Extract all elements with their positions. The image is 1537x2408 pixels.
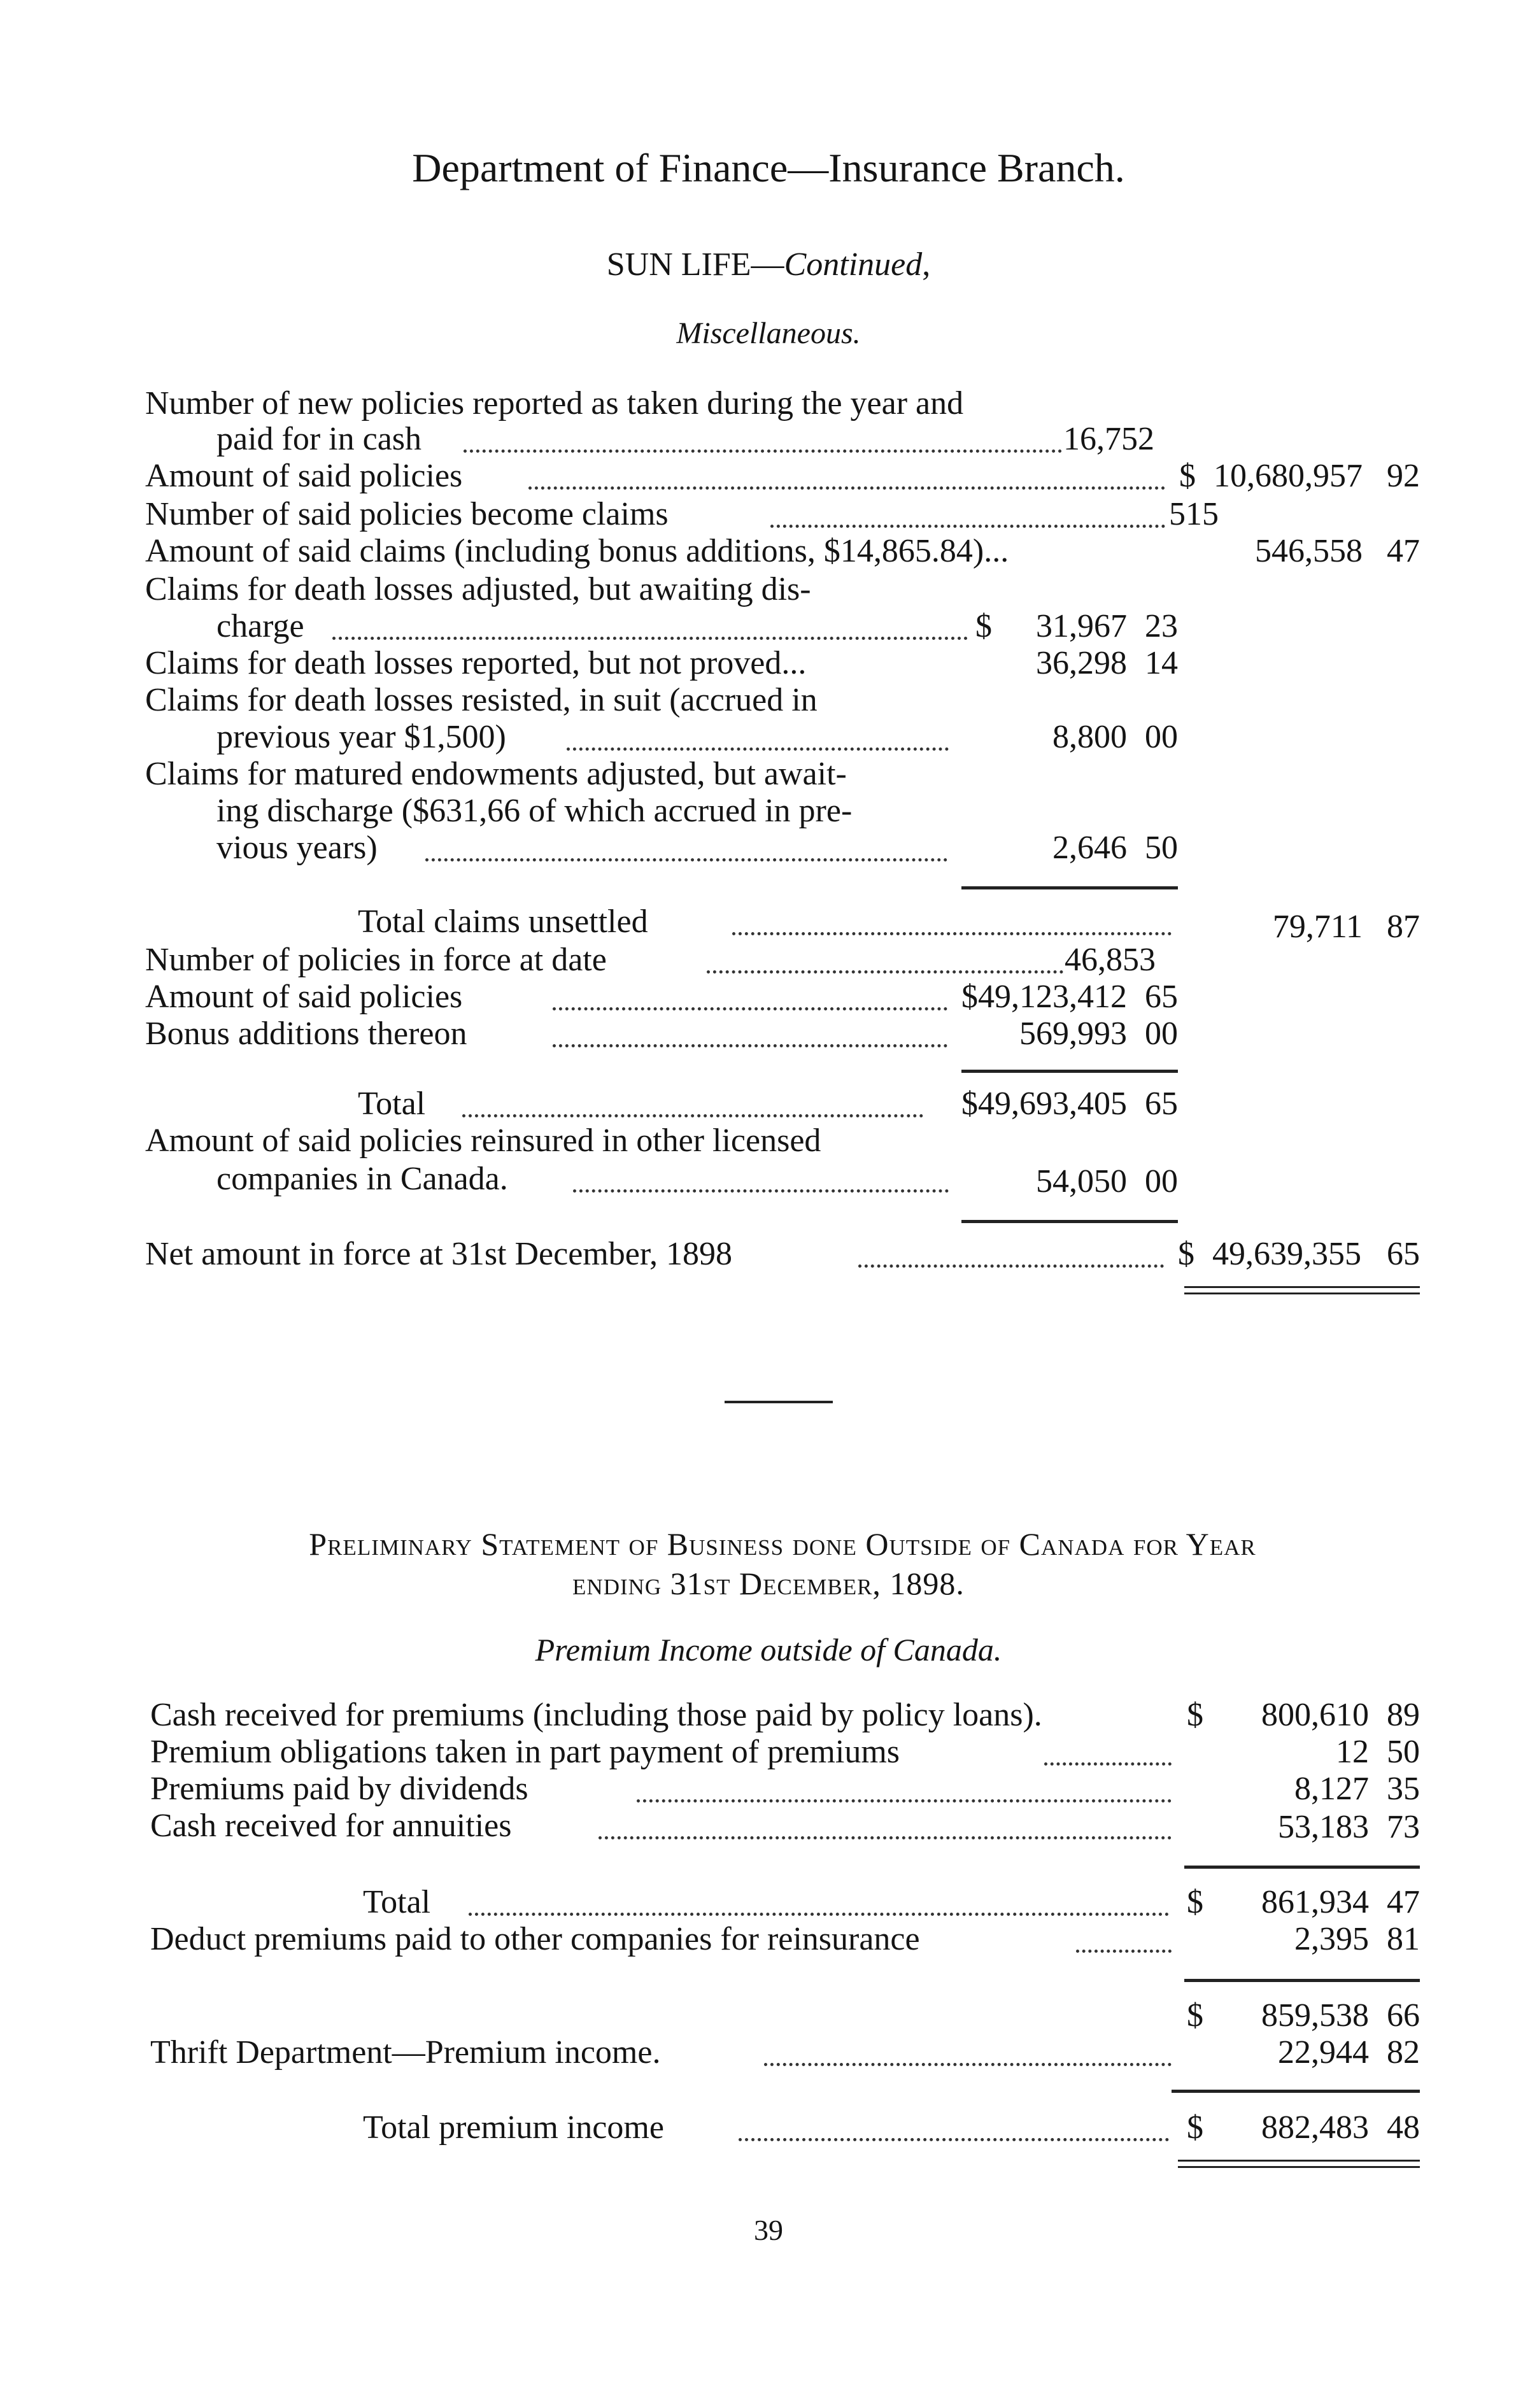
dollar-sign: $ <box>1178 1236 1194 1272</box>
section-divider <box>725 1401 833 1403</box>
amount-cents: 89 <box>1387 1697 1420 1733</box>
misc-line-6: Claims for death losses reported, but not proved... <box>145 645 807 681</box>
amount-dollars: 10,680,957 <box>1214 458 1363 494</box>
continued-label: Continued <box>784 246 923 283</box>
amount-cents: 47 <box>1387 533 1420 569</box>
leader-dots <box>573 1189 949 1193</box>
misc-line-9: Total claims unsettled <box>358 903 648 940</box>
amount-dollars: 36,298 <box>1036 645 1127 681</box>
amount-cents: 00 <box>1145 1016 1178 1052</box>
amount-cents: 66 <box>1387 1997 1420 2034</box>
leader-dots <box>1076 1950 1172 1953</box>
amount-dollars: 8,127 <box>1294 1771 1369 1807</box>
leader-dots <box>332 637 968 640</box>
dollar-sign: $ <box>1187 1884 1203 1920</box>
claims-count: 515 <box>1169 496 1219 532</box>
leader-dots <box>858 1264 1164 1268</box>
subtotal-rule <box>961 1070 1178 1073</box>
company-name: SUN LIFE— <box>606 246 784 283</box>
misc-line-1b: paid for in cash <box>216 421 422 457</box>
amount-cents: 92 <box>1387 458 1420 494</box>
amount-dollars: 22,944 <box>1278 2034 1369 2071</box>
amount-dollars: 882,483 <box>1261 2109 1369 2146</box>
leader-dots <box>462 1114 923 1117</box>
amount-dollars: 861,934 <box>1261 1884 1369 1920</box>
premium-line-6: Deduct premiums paid to other companies for reinsurance <box>150 1921 920 1957</box>
amount-cents: 65 <box>1145 979 1178 1015</box>
misc-line-5b: charge <box>216 608 304 644</box>
premium-line-8: Thrift Department—Premium income. <box>150 2034 661 2071</box>
leader-dots <box>637 1799 1172 1802</box>
prelim-title-line2: ending 31st December, 1898. <box>572 1566 965 1601</box>
misc-line-14a: Amount of said policies reinsured in other licensed <box>145 1123 821 1159</box>
misc-line-7a: Claims for death losses resisted, in suit (accrued in <box>145 682 818 718</box>
company-subtitle: SUN LIFE—Continued, <box>606 246 931 283</box>
premium-line-9: Total premium income <box>363 2109 664 2146</box>
dollar-sign: $ <box>1187 2109 1203 2146</box>
misc-line-10: Number of policies in force at date <box>145 942 607 978</box>
misc-line-13: Total <box>358 1086 426 1122</box>
misc-line-3: Number of said policies become claims <box>145 496 669 532</box>
amount-dollars: 569,993 <box>1019 1016 1127 1052</box>
amount-cents: 50 <box>1145 830 1178 866</box>
misc-line-5a: Claims for death losses adjusted, but awaiting dis- <box>145 571 811 607</box>
misc-line-8a: Claims for matured endowments adjusted, but await- <box>145 756 847 792</box>
misc-line-15: Net amount in force at 31st December, 1898 <box>145 1236 733 1272</box>
dollar-sign: $ <box>975 608 992 644</box>
amount-cents: 81 <box>1387 1921 1420 1957</box>
misc-line-7b: previous year $1,500) <box>216 719 506 755</box>
subtotal-rule <box>1184 1979 1420 1982</box>
misc-line-2: Amount of said policies <box>145 458 463 494</box>
prelim-title-line1: Preliminary Statement of Business done Outside of Canada for Year <box>309 1526 1256 1562</box>
amount-cents: 50 <box>1387 1734 1420 1770</box>
amount-cents: 47 <box>1387 1884 1420 1920</box>
leader-dots <box>732 932 1172 935</box>
amount-dollars: 800,610 <box>1261 1697 1369 1733</box>
misc-line-8c: vious years) <box>216 830 378 866</box>
leader-dots <box>770 525 1165 528</box>
dollar-sign: $ <box>1187 1697 1203 1733</box>
amount-cents: 23 <box>1145 608 1178 644</box>
double-rule-top <box>1178 2160 1420 2162</box>
leader-dots <box>553 1044 947 1047</box>
leader-dots <box>739 2138 1169 2141</box>
double-rule-top <box>1184 1286 1420 1288</box>
subtotal-rule <box>961 886 1178 889</box>
amount-cents: 87 <box>1387 909 1420 945</box>
subtotal-rule <box>1172 2090 1420 2093</box>
amount-cents: 65 <box>1387 1236 1420 1272</box>
page-title: Department of Finance—Insurance Branch. <box>412 145 1125 190</box>
misc-line-14b: companies in Canada. <box>216 1161 508 1197</box>
amount-cents: 14 <box>1145 645 1178 681</box>
amount-cents: 35 <box>1387 1771 1420 1807</box>
policies-in-force-count: 46,853 <box>1065 942 1156 978</box>
dollar-sign: $ <box>1179 458 1196 494</box>
leader-dots <box>764 2063 1172 2066</box>
amount-dollars: 2,646 <box>1052 830 1127 866</box>
amount-dollars: 546,558 <box>1255 533 1363 569</box>
amount-cents: 73 <box>1387 1809 1420 1845</box>
amount-cents: 48 <box>1387 2109 1420 2146</box>
subtotal-rule <box>1184 1866 1420 1869</box>
amount-dollars: 54,050 <box>1036 1163 1127 1200</box>
misc-line-11: Amount of said policies <box>145 979 463 1015</box>
premium-line-1: Cash received for premiums (including those paid by policy loans). <box>150 1697 1042 1733</box>
premium-line-5: Total <box>363 1884 431 1920</box>
amount-dollars: 79,711 <box>1272 909 1363 945</box>
leader-dots <box>707 970 1063 974</box>
leader-dots <box>567 747 949 751</box>
double-rule-bottom <box>1184 1293 1420 1294</box>
amount-dollars: 12 <box>1336 1734 1369 1770</box>
double-rule-bottom <box>1178 2166 1420 2168</box>
amount-dollars: 859,538 <box>1261 1997 1369 2034</box>
misc-line-1a: Number of new policies reported as taken during the year and <box>145 385 964 421</box>
misc-line-8b: ing discharge ($631,66 of which accrued in pre- <box>216 793 853 829</box>
amount-dollars: 53,183 <box>1278 1809 1369 1845</box>
amount-dollars: $49,693,405 <box>961 1086 1127 1122</box>
amount-dollars: $49,123,412 <box>961 979 1127 1015</box>
section-heading-misc: Miscellaneous. <box>676 316 861 350</box>
amount-cents: 00 <box>1145 719 1178 755</box>
amount-cents: 00 <box>1145 1163 1178 1200</box>
premium-line-2: Premium obligations taken in part payment of premiums <box>150 1734 900 1770</box>
amount-dollars: 49,639,355 <box>1212 1236 1361 1272</box>
amount-cents: 65 <box>1145 1086 1178 1122</box>
leader-dots <box>425 858 947 861</box>
leader-dots <box>553 1007 947 1010</box>
premium-line-3: Premiums paid by dividends <box>150 1771 528 1807</box>
leader-dots <box>528 486 1165 490</box>
amount-dollars: 2,395 <box>1294 1921 1369 1957</box>
leader-dots <box>599 1836 1172 1839</box>
subtotal-rule <box>961 1220 1178 1223</box>
misc-line-4: Amount of said claims (including bonus additions, $14,865.84)... <box>145 533 1009 569</box>
new-policies-count: 16,752 <box>1063 421 1154 457</box>
page-number: 39 <box>754 2214 783 2246</box>
section-heading-premium: Premium Income outside of Canada. <box>535 1632 1002 1668</box>
amount-dollars: 31,967 <box>1036 608 1127 644</box>
misc-line-12: Bonus additions thereon <box>145 1016 467 1052</box>
leader-dots <box>1044 1762 1172 1766</box>
amount-dollars: 8,800 <box>1052 719 1127 755</box>
amount-cents: 82 <box>1387 2034 1420 2071</box>
leader-dots <box>469 1913 1169 1916</box>
premium-line-4: Cash received for annuities <box>150 1808 512 1844</box>
leader-dots <box>464 450 1062 453</box>
dollar-sign: $ <box>1187 1997 1203 2034</box>
